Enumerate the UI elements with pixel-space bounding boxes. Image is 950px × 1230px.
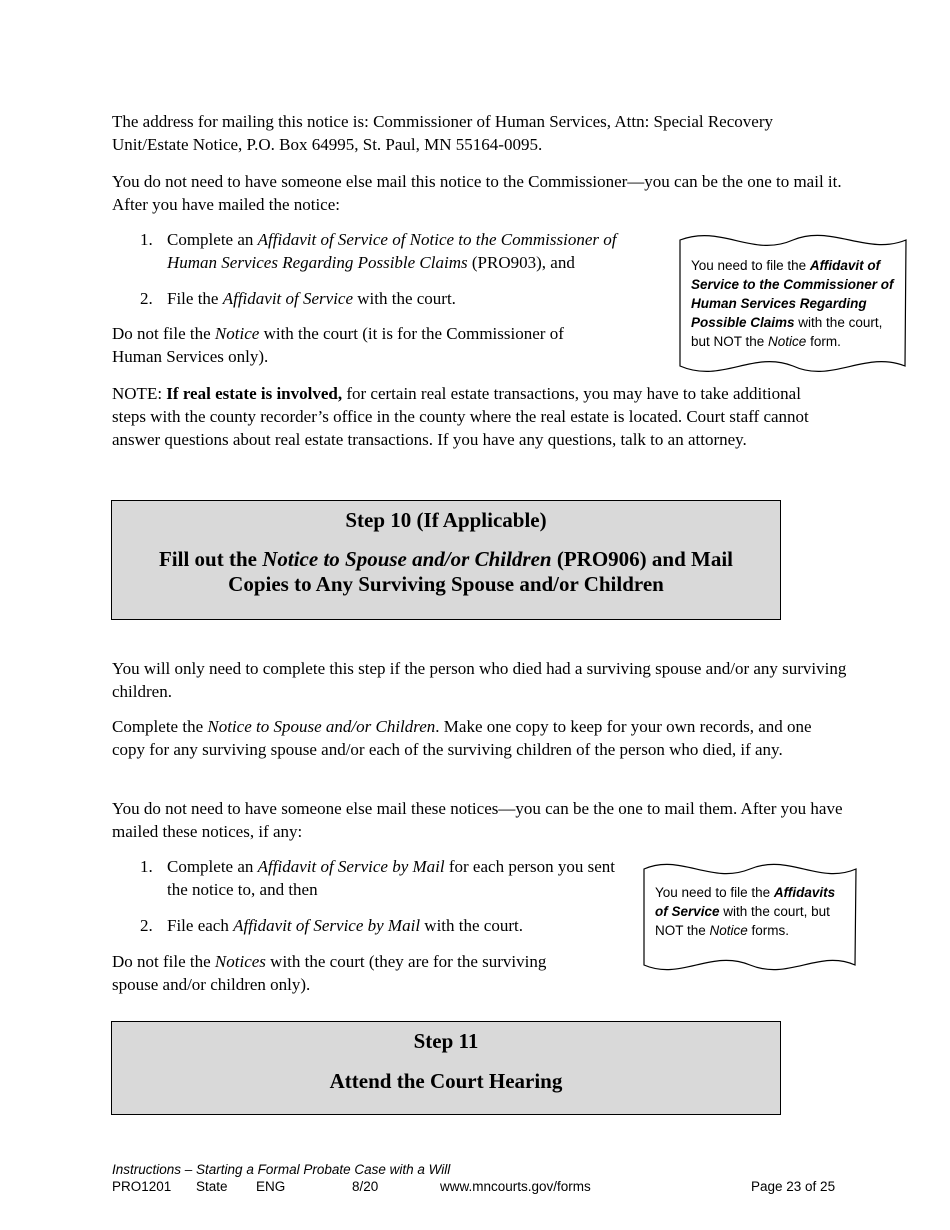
footer-doc-title: Instructions – Starting a Formal Probate Case with a Will — [112, 1162, 451, 1177]
step-10-subtitle: Fill out the Notice to Spouse and/or Children (PRO906) and Mail Copies to Any Surviving Spouse and/or Children — [158, 547, 734, 596]
do-not-file-paragraph: Do not file the Notice with the court (it is for the Commissioner of Human Services only). — [112, 324, 564, 366]
step-10-title: Step 10 (If Applicable) — [345, 508, 547, 532]
list-number: 1. — [140, 230, 153, 249]
footer-language: ENG — [256, 1179, 286, 1194]
footer-jurisdiction: State — [196, 1179, 228, 1194]
do-not-file-notices-paragraph: Do not file the Notices with the court (they are for the surviving spouse and/or children only). — [112, 952, 547, 994]
footer-meta-line — [112, 1178, 842, 1195]
self-mail-paragraph: You do not need to have someone else mail this notice to the Commissioner—you can be the one to mail it. After you have mailed the notice: — [112, 172, 842, 214]
footer-form-code: PRO1201 — [112, 1179, 172, 1194]
footer-website-link[interactable]: www.mncourts.gov/forms — [440, 1179, 591, 1194]
callout-text: You need to file the Affidavits of Service with the court, but NOT the Notice forms. — [655, 885, 836, 938]
step-10-header-box — [111, 500, 781, 620]
step-11-subtitle: Attend the Court Hearing — [329, 1069, 563, 1093]
step-11-header-box — [111, 1021, 781, 1115]
list-number: 1. — [140, 857, 153, 876]
step-10-condition-paragraph: You will only need to complete this step if the person who died had a surviving spouse and/or any surviving children. — [112, 659, 847, 701]
footer-page-number: Page 23 of 25 — [751, 1179, 836, 1194]
step-10-complete-paragraph: Complete the Notice to Spouse and/or Children. Make one copy to keep for your own records, and one copy for any surviving spouse and/or each of the surviving children of the person who died, if any. — [112, 717, 812, 759]
step-11-title: Step 11 — [413, 1029, 479, 1053]
footer-title-line — [112, 1161, 842, 1178]
footer-revision: 8/20 — [352, 1179, 379, 1194]
callout-text: You need to file the Affidavit of Service to the Commissioner of Human Services Regarding Possible Claims with the court, but NOT the Notice form. — [691, 258, 894, 349]
step-10-self-mail-paragraph: You do not need to have someone else mail these notices—you can be the one to mail them. After you have mailed these notices, if any: — [112, 799, 843, 841]
mailing-address-paragraph: The address for mailing this notice is: Commissioner of Human Services, Attn: Special Recovery Unit/Estate Notice, P.O. Box 64995, St. Paul, MN 55164-0095. — [112, 112, 773, 154]
callout-affidavit-note — [677, 228, 909, 380]
callout-affidavits-note — [641, 857, 859, 977]
list-number: 2. — [140, 916, 153, 935]
real-estate-note: NOTE: If real estate is involved, for certain real estate transactions, you may have to take additional steps with the county recorder’s office in the county where the real estate is located. Court staff cannot answer questions about real estate transactions. If you have any questions, talk to an attorney. — [112, 384, 809, 449]
list-number: 2. — [140, 289, 153, 308]
